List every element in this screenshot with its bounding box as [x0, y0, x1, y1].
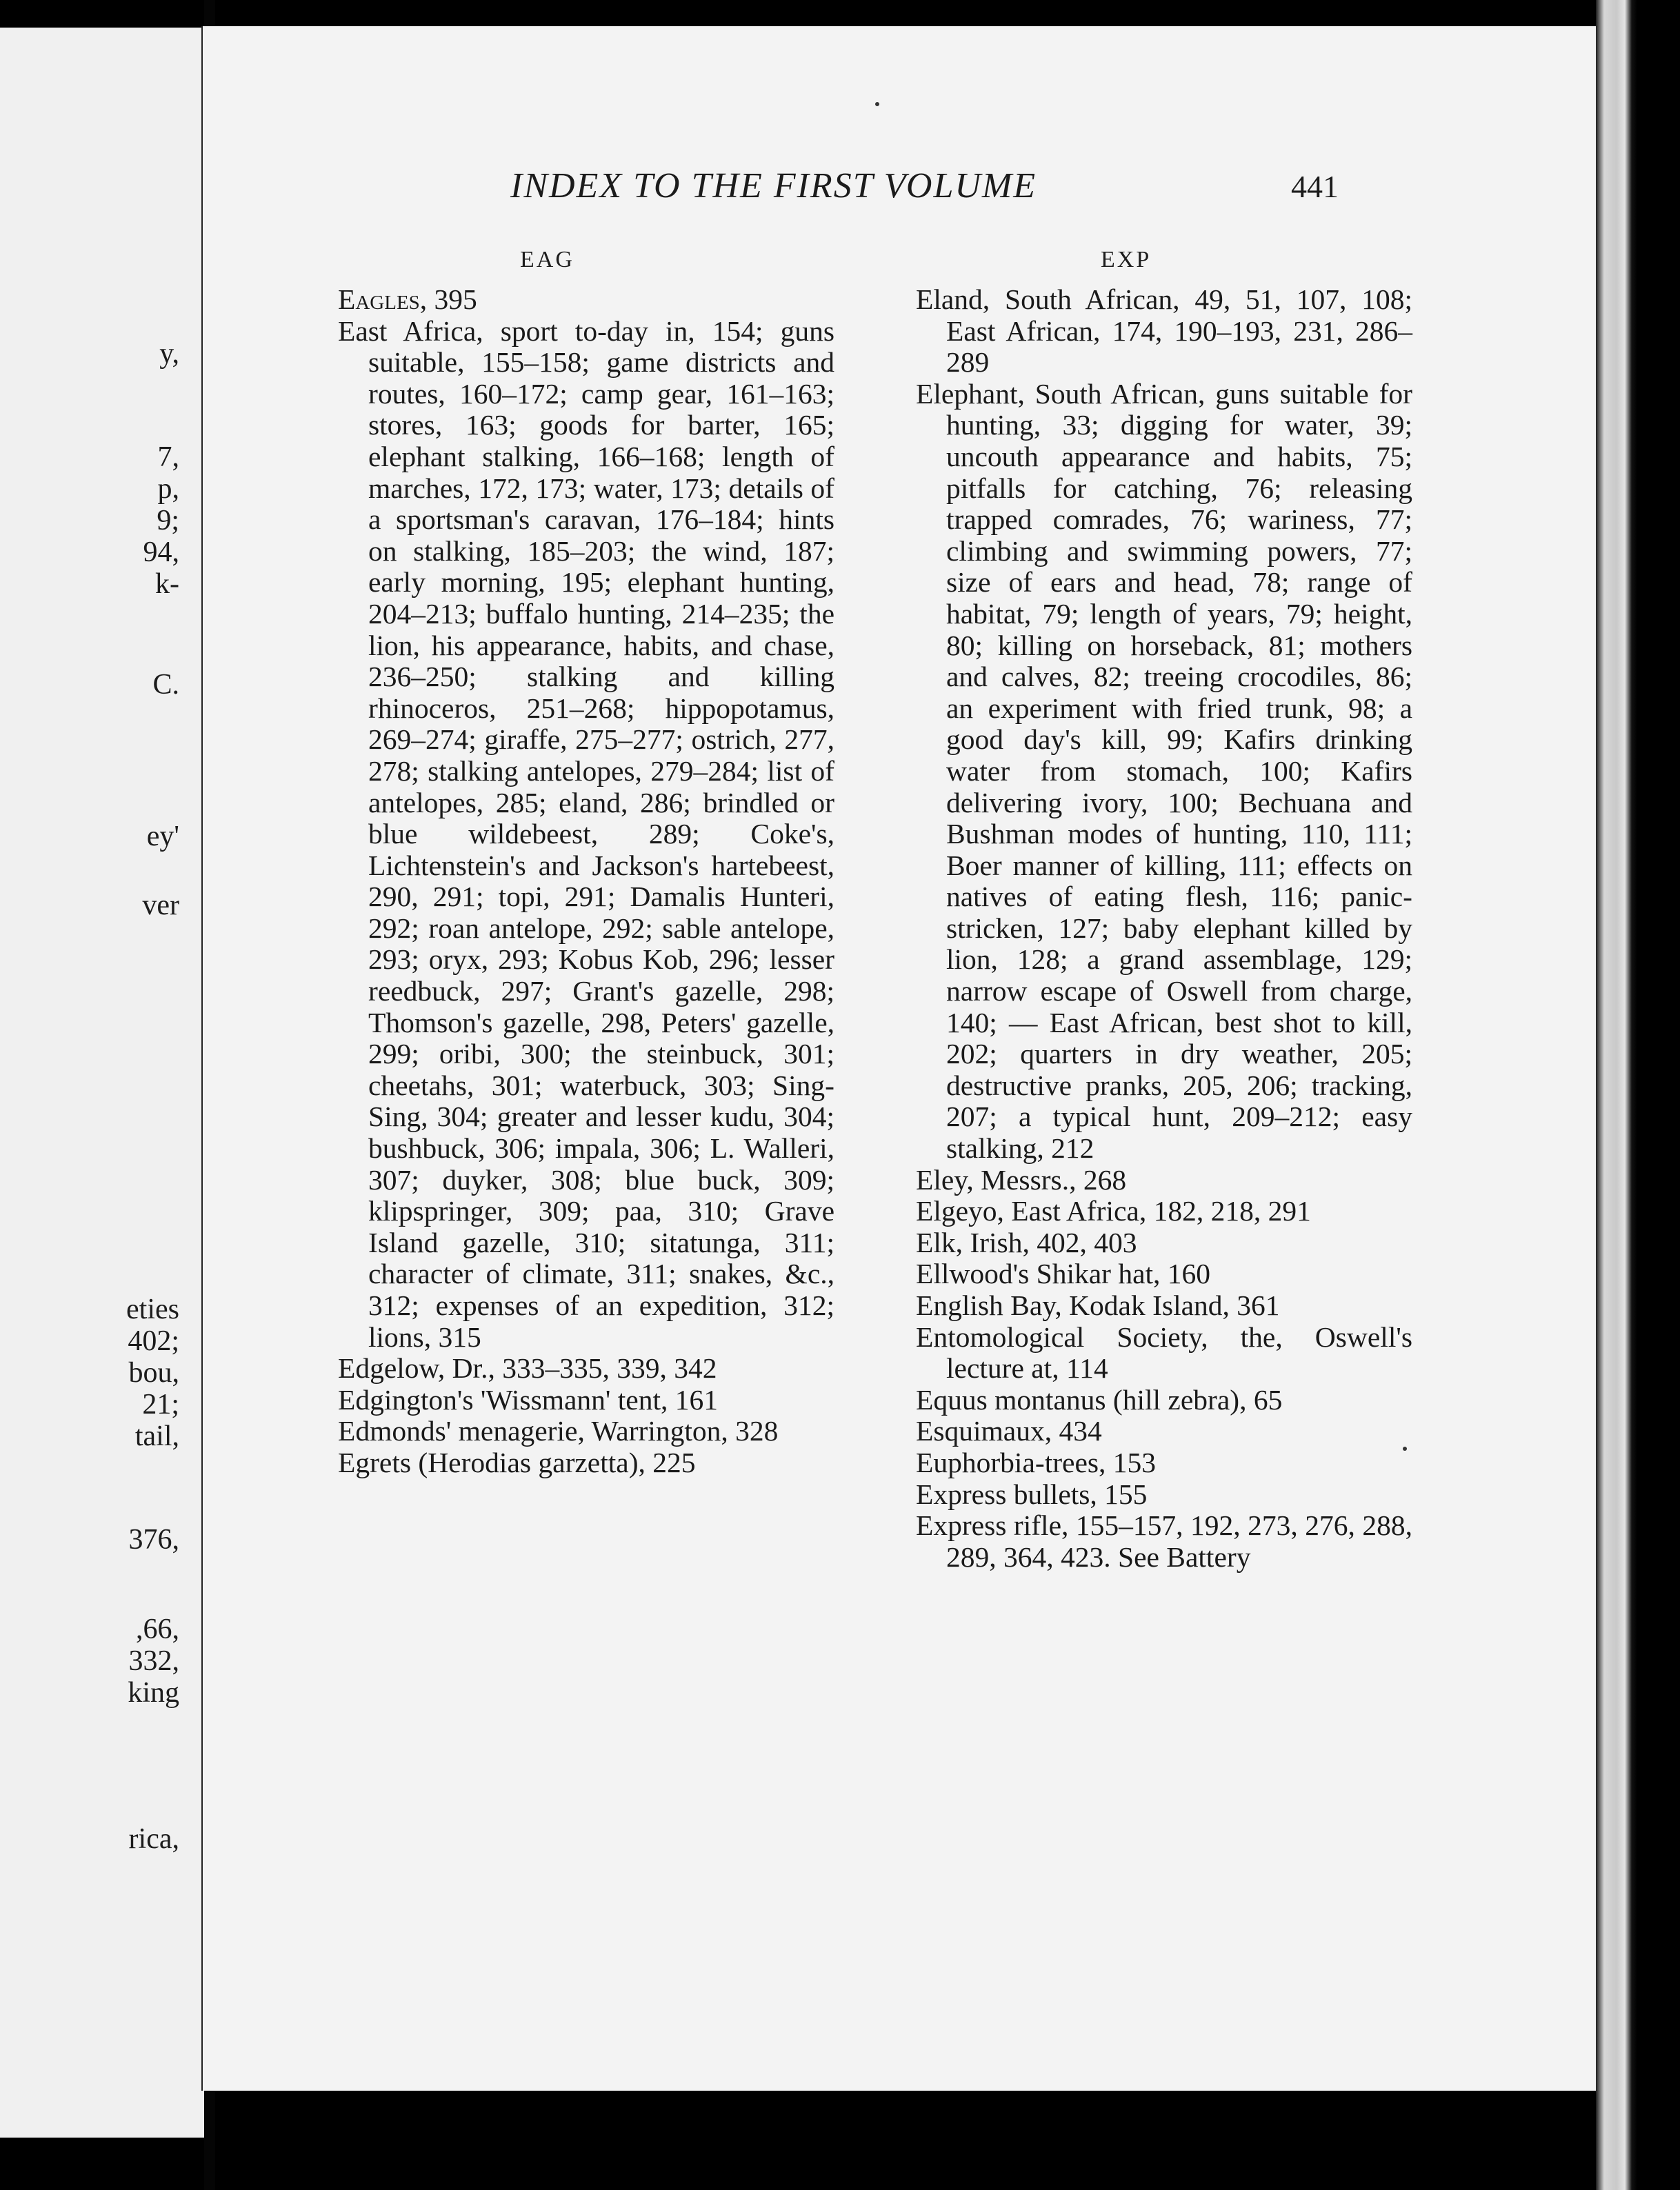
index-column-right: [916, 284, 1412, 1573]
index-entry: Eland, South African, 49, 51, 107, 108; East African, 174, 190–193, 231, 286–289: [916, 283, 1412, 379]
facing-page-fragment: 7,: [157, 441, 179, 473]
facing-page-fragment: king: [128, 1677, 179, 1709]
index-entry: Express rifle, 155–157, 192, 273, 276, 288, 289, 364, 423. See Battery: [916, 1509, 1412, 1573]
index-entry: Elephant, South African, guns suitable for hunting, 33; digging for water, 39; uncouth appearance and habits, 75; pitfalls for catching, 76; releasing trapped comrades, 76; wariness, 77; climbing and swimming powers, 77; size of ears and head, 78; range of habitat, 79; length of years, 79; height, 80; killing on horseback, 81; mothers and calves, 82; treeing crocodiles, 86; an experiment with fried trunk, 98; a good day's kill, 99; Kafirs drinking water from stomach, 100; Kafirs delivering ivory, 100; Bechuana and Bushman modes of hunting, 110, 111; Boer manner of killing, 111; effects on natives of eating flesh, 116; panic-stricken, 127; baby elephant killed by lion, 128; a grand assemblage, 129; narrow escape of Oswell from charge, 140; — East African, best shot to kill, 202; quarters in dry weather, 205; destructive pranks, 205, 206; tracking, 207; a typical hunt, 209–212; easy stalking, 212: [916, 377, 1412, 1165]
facing-page-fragment: bou,: [128, 1357, 179, 1389]
facing-page-fragment: y,: [159, 338, 179, 370]
index-entry: Ellwood's Shikar hat, 160: [916, 1258, 1211, 1290]
page-edge: [1596, 0, 1637, 2190]
facing-page-fragment: 94,: [143, 536, 179, 568]
facing-page-fragment: 376,: [128, 1524, 179, 1556]
print-speck: [875, 102, 879, 106]
facing-page: [0, 28, 204, 2138]
index-entry: English Bay, Kodak Island, 361: [916, 1289, 1280, 1321]
facing-page-fragment: p,: [157, 473, 179, 505]
index-entry: Elgeyo, East Africa, 182, 218, 291: [916, 1195, 1311, 1227]
index-entry: Express bullets, 155: [916, 1478, 1148, 1510]
facing-page-fragment: 332,: [128, 1645, 179, 1677]
facing-page-fragment: C.: [152, 669, 179, 701]
index-entry: East Africa, sport to-day in, 154; guns suitable, 155–158; game districts and routes, 160–172; camp gear, 161–163; stores, 163; goods for barter, 165; elephant stalking, 166–168; length of marches, 172, 173; water, 173; details of a sportsman's caravan, 176–184; hints on stalking, 185–203; the wind, 187; early morning, 195; elephant hunting, 204–213; buffalo hunting, 214–235; the lion, his appearance, habits, and chase, 236–250; stalking and killing rhinoceros, 251–268; hippopotamus, 269–274; giraffe, 275–277; ostrich, 277, 278; stalking antelopes, 279–284; list of antelopes, 285; eland, 286; brindled or blue wildebeest, 289; Coke's, Lichtenstein's and Jackson's hartebeest, 290, 291; topi, 291; Damalis Hunteri, 292; roan antelope, 292; sable antelope, 293; oryx, 293; Kobus Kob, 296; lesser reedbuck, 297; Grant's gazelle, 298; Thomson's gazelle, 298, Peters' gazelle, 299; oribi, 300; the steinbuck, 301; cheetahs, 301; waterbuck, 303; Sing-Sing, 304; greater and lesser kudu, 304; bushbuck, 306; impala, 306; L. Walleri, 307; duyker, 308; blue buck, 309; klipspringer, 309; paa, 310; Grave Island gazelle, 310; sitatunga, 311; character of climate, 311; snakes, &c., 312; expenses of an expedition, 312; lions, 315: [338, 314, 834, 1353]
facing-page-fragment: 9;: [157, 505, 179, 536]
page-number: 441: [1291, 169, 1339, 204]
index-column-left: [338, 284, 834, 1479]
facing-page-fragment: eties: [126, 1294, 179, 1325]
index-entry: Entomological Society, the, Oswell's lecture at, 114: [916, 1320, 1412, 1385]
index-entry-text: , 395: [419, 283, 477, 315]
facing-page-fragment: ey': [146, 821, 179, 852]
facing-page-fragment: ver: [142, 890, 179, 921]
index-entry: Equus montanus (hill zebra), 65: [916, 1383, 1283, 1416]
index-entry: Edmonds' menagerie, Warrington, 328: [338, 1415, 779, 1447]
guide-word-right: EXP: [1101, 247, 1152, 272]
index-entry: Eley, Messrs., 268: [916, 1163, 1127, 1196]
index-headword: Eagles: [338, 283, 420, 315]
index-entry: Elk, Irish, 402, 403: [916, 1226, 1137, 1258]
index-entry: Esquimaux, 434: [916, 1415, 1102, 1447]
facing-page-fragment: ,66,: [136, 1614, 179, 1645]
index-entry: [338, 284, 834, 316]
index-entry: Edgelow, Dr., 333–335, 339, 342: [338, 1352, 717, 1385]
facing-page-fragment: tail,: [134, 1420, 179, 1452]
running-head: INDEX TO THE FIRST VOLUME: [510, 166, 1037, 205]
facing-page-fragment: 402;: [128, 1325, 179, 1357]
facing-page-fragment: rica,: [128, 1823, 179, 1855]
facing-page-fragment: 21;: [142, 1389, 179, 1420]
guide-word-left: EAG: [520, 247, 574, 272]
index-entry: Edgington's 'Wissmann' tent, 161: [338, 1383, 719, 1416]
index-entry: Egrets (Herodias garzetta), 225: [338, 1446, 696, 1478]
facing-page-fragment: k-: [155, 568, 179, 600]
index-entry: Euphorbia-trees, 153: [916, 1446, 1157, 1478]
